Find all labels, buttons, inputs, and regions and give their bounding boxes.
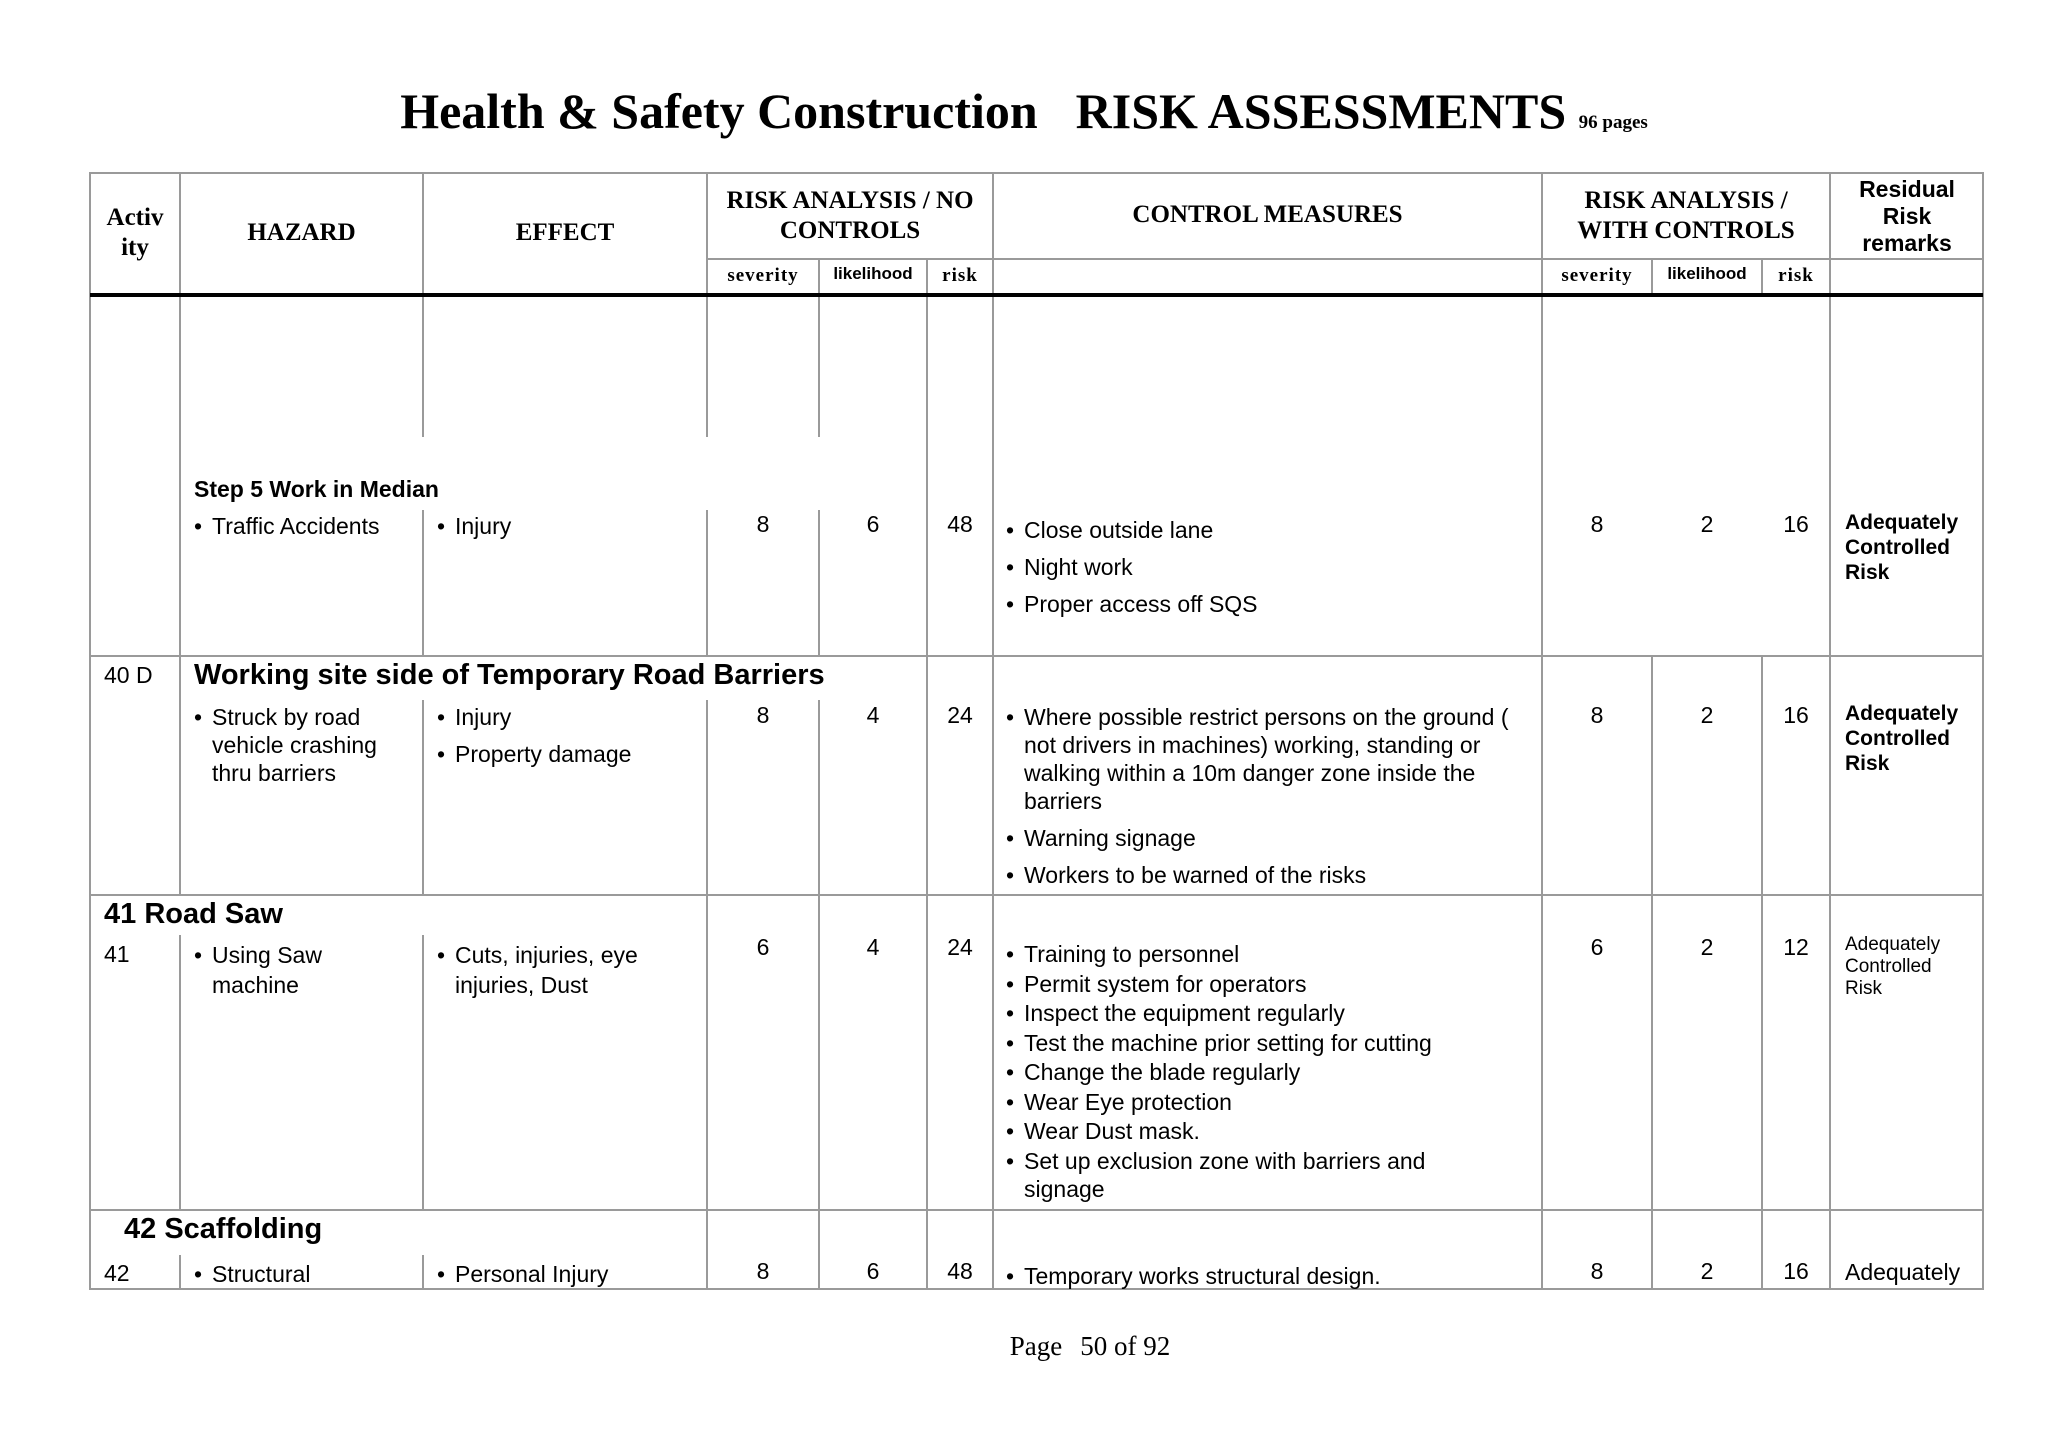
section-title: Working site side of Temporary Road Barriers [194,659,825,691]
risk-value: 48 [947,1258,973,1284]
subheader-risk-2: risk [1778,265,1814,286]
likelihood-value: 4 [866,702,880,728]
likelihood-controlled-value: 2 [1700,702,1714,728]
control-measures-list [1006,703,1531,889]
control-item: • Inspect the equipment regularly [1006,999,1486,1029]
title-secondary: RISK ASSESSMENTS [1075,83,1567,139]
severity-controlled-value: 8 [1590,1258,1604,1284]
severity-value: 8 [756,511,770,537]
likelihood-value: 6 [866,511,880,537]
severity-value: 8 [756,1258,770,1284]
likelihood-controlled-value: 2 [1700,934,1714,960]
effect-list [437,1260,697,1288]
control-item: • Night work [1006,549,1526,586]
subheader-likelihood-2: likelihood [1667,264,1747,283]
effect-item: • Injury [437,512,697,540]
section-title: 42 Scaffolding [124,1213,323,1245]
control-item: • Warning signage [1006,824,1531,852]
step-label: Step 5 Work in Median [194,476,439,502]
residual-remark: Adequately Controlled Risk [1845,702,1959,775]
effect-list [437,699,697,773]
control-measures-list [1006,512,1526,623]
header-control-measures: CONTROL MEASURES [1132,201,1403,228]
effect-item: • Property damage [437,736,697,773]
header-residual-risk: Residual Risk remarks [1859,176,1955,256]
control-measures-list [1006,940,1486,1203]
header-effect: EFFECT [515,219,615,246]
control-item: • Permit system for operators [1006,970,1486,1000]
control-item: • Training to personnel [1006,940,1486,970]
effect-list [437,512,697,540]
control-item: • Temporary works structural design. [1006,1262,1526,1290]
control-item: • Set up exclusion zone with barriers and signage [1006,1147,1486,1203]
effect-item: • Injury [437,699,697,736]
header-activity: Activ ity [106,204,164,261]
control-item: • Wear Dust mask. [1006,1117,1486,1147]
hazard-list [194,703,409,787]
hazard-list [194,1260,414,1288]
severity-value: 8 [756,702,770,728]
subheader-severity: severity [727,265,799,286]
risk-value: 24 [947,702,973,728]
subheader-risk: risk [942,265,978,286]
control-item: • Proper access off SQS [1006,586,1526,623]
risk-controlled-value: 16 [1783,702,1809,728]
control-item: • Change the blade regularly [1006,1058,1486,1088]
header-risk-with-controls: RISK ANALYSIS / WITH CONTROLS [1577,187,1795,244]
effect-item: • Personal Injury [437,1260,697,1288]
residual-remark: Adequately Controlled Risk [1845,511,1959,584]
hazard-list [194,512,414,540]
control-item: • Close outside lane [1006,512,1526,549]
page-number: 50 of 92 [1080,1331,1171,1361]
severity-value: 6 [756,934,770,960]
risk-controlled-value: 16 [1783,1258,1809,1284]
risk-controlled-value: 16 [1783,511,1809,537]
activity-id: 40 D [104,662,153,688]
hazard-item: • Traffic Accidents [194,512,414,540]
control-measures-list [1006,1262,1526,1290]
risk-controlled-value: 12 [1783,934,1809,960]
hazard-item: • Structural [194,1260,414,1288]
risk-value: 24 [947,934,973,960]
severity-controlled-value: 8 [1590,511,1604,537]
hazard-list [194,940,394,1000]
likelihood-value: 4 [866,934,880,960]
severity-controlled-value: 6 [1590,934,1604,960]
header-hazard: HAZARD [247,219,356,246]
control-item: • Test the machine prior setting for cutting [1006,1029,1486,1059]
activity-id: 42 [104,1260,130,1286]
header-risk-no-controls: RISK ANALYSIS / NO CONTROLS [726,187,974,244]
footer-label: Page [1009,1331,1063,1361]
likelihood-value: 6 [866,1258,880,1284]
subheader-likelihood: likelihood [833,264,913,283]
severity-controlled-value: 8 [1590,702,1604,728]
hazard-item: • Using Saw machine [194,940,394,1000]
likelihood-controlled-value: 2 [1700,1258,1714,1284]
likelihood-controlled-value: 2 [1700,511,1714,537]
control-item: • Workers to be warned of the risks [1006,861,1531,889]
hazard-item: • Struck by road vehicle crashing thru barriers [194,703,409,787]
subheader-severity-2: severity [1561,265,1633,286]
page-footer [0,1331,2048,1362]
residual-remark: Adequately Controlled Risk [1845,934,1941,999]
activity-id: 41 [104,941,130,967]
effect-item: • Cuts, injuries, eye injuries, Dust [437,940,667,1000]
title-main: Health & Safety Construction [400,83,1038,139]
section-title: 41 Road Saw [104,898,283,930]
control-item: • Where possible restrict persons on the ground ( not drivers in machines) working, standing or walking within a 10m danger zone inside the barriers [1006,703,1531,815]
pages-note: 96 pages [1578,112,1648,133]
effect-list [437,940,667,1000]
control-item: • Wear Eye protection [1006,1088,1486,1118]
risk-value: 48 [947,511,973,537]
residual-remark: Adequately [1845,1259,1961,1285]
